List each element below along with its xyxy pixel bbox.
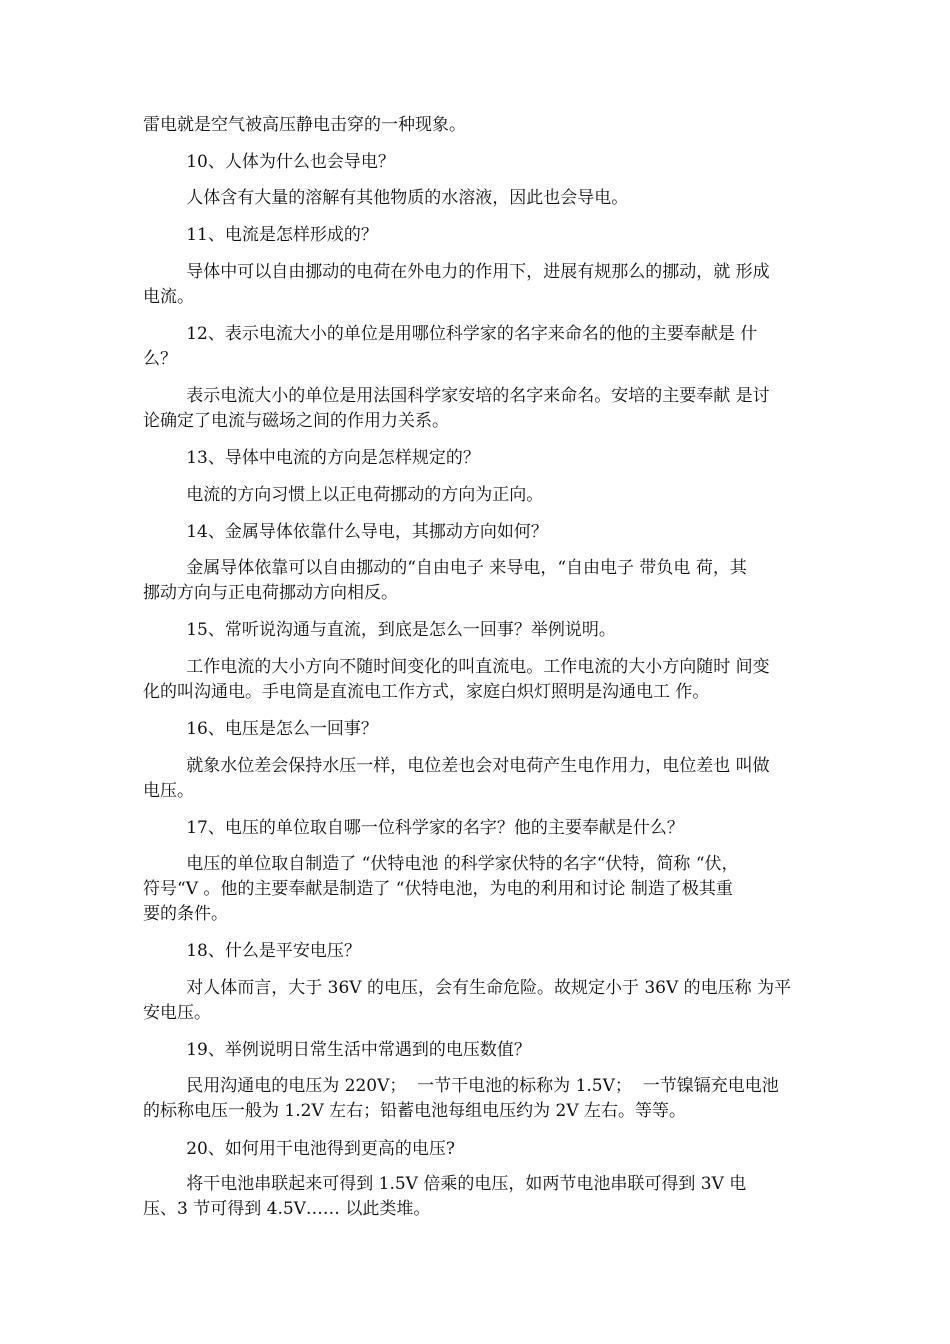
answer-paragraph: 雷电就是空气被高压静电击穿的一种现象。 — [143, 115, 466, 135]
answer-20: 将干电池串联起来可得到 1.5V 倍乘的电压，如两节电池串联可得到 3V 电 压、3 节可得到 4.5V…… 以此类堆。 — [143, 1174, 747, 1219]
question-16: 16、电压是怎么一回事？ — [143, 719, 378, 739]
answer-11: 导体中可以自由挪动的电荷在外电力的作用下，进展有规那么的挪动，就 形成 电流。 — [143, 262, 770, 307]
question-11: 11、电流是怎样形成的？ — [143, 225, 378, 245]
answer-19: 民用沟通电的电压为 220V； 一节干电池的标称为 1.5V； 一节镍镉充电电池 的标称电压一般为 1.2V 左右；铅蓄电池每组电压约为 2V 左右。等等。 — [143, 1076, 779, 1121]
answer-14: 金属导体依靠可以自由挪动的“自由电子 来导电，“自由电子 带负电 荷，其 挪动方向与正电荷挪动方向相反。 — [143, 558, 747, 603]
question-10: 10、人体为什么也会导电？ — [143, 152, 395, 172]
question-14: 14、金属导体依靠什么导电，其挪动方向如何？ — [143, 522, 548, 542]
question-17: 17、电压的单位取自哪一位科学家的名字？他的主要奉献是什么？ — [143, 818, 684, 838]
answer-10: 人体含有大量的溶解有其他物质的水溶液，因此也会导电。 — [143, 188, 629, 208]
question-15: 15、常听说沟通与直流，到底是怎么一回事？举例说明。 — [143, 620, 616, 640]
answer-12: 表示电流大小的单位是用法国科学家安培的名字来命名。安培的主要奉献 是讨 论确定了电流与磁场之间的作用力关系。 — [143, 386, 770, 431]
answer-13: 电流的方向习惯上以正电荷挪动的方向为正向。 — [143, 485, 544, 505]
question-19: 19、举例说明日常生活中常遇到的电压数值？ — [143, 1040, 531, 1060]
answer-17: 电压的单位取自制造了 “伏特电池 的科学家伏特的名字“伏特，简称 “伏， 符号“V 。他的主要奉献是制造了 “伏特电池，为电的利用和讨论 制造了极其重 要的条件。 — [143, 854, 739, 924]
question-18: 18、什么是平安电压？ — [143, 941, 361, 961]
question-13: 13、导体中电流的方向是怎样规定的？ — [143, 448, 480, 468]
question-12: 12、表示电流大小的单位是用哪位科学家的名字来命名的他的主要奉献是 什 么？ — [143, 324, 758, 369]
question-20: 20、如何用干电池得到更高的电压? — [143, 1139, 455, 1159]
answer-15: 工作电流的大小方向不随时间变化的叫直流电。工作电流的大小方向随时 间变 化的叫沟通电。手电筒是直流电工作方式，家庭白炽灯照明是沟通电工 作。 — [143, 657, 770, 702]
answer-16: 就象水位差会保持水压一样，电位差也会对电荷产生电作用力，电位差也 叫做 电压。 — [143, 756, 770, 801]
answer-18: 对人体而言，大于 36V 的电压，会有生命危险。故规定小于 36V 的电压称 为平 安电压。 — [143, 978, 792, 1023]
